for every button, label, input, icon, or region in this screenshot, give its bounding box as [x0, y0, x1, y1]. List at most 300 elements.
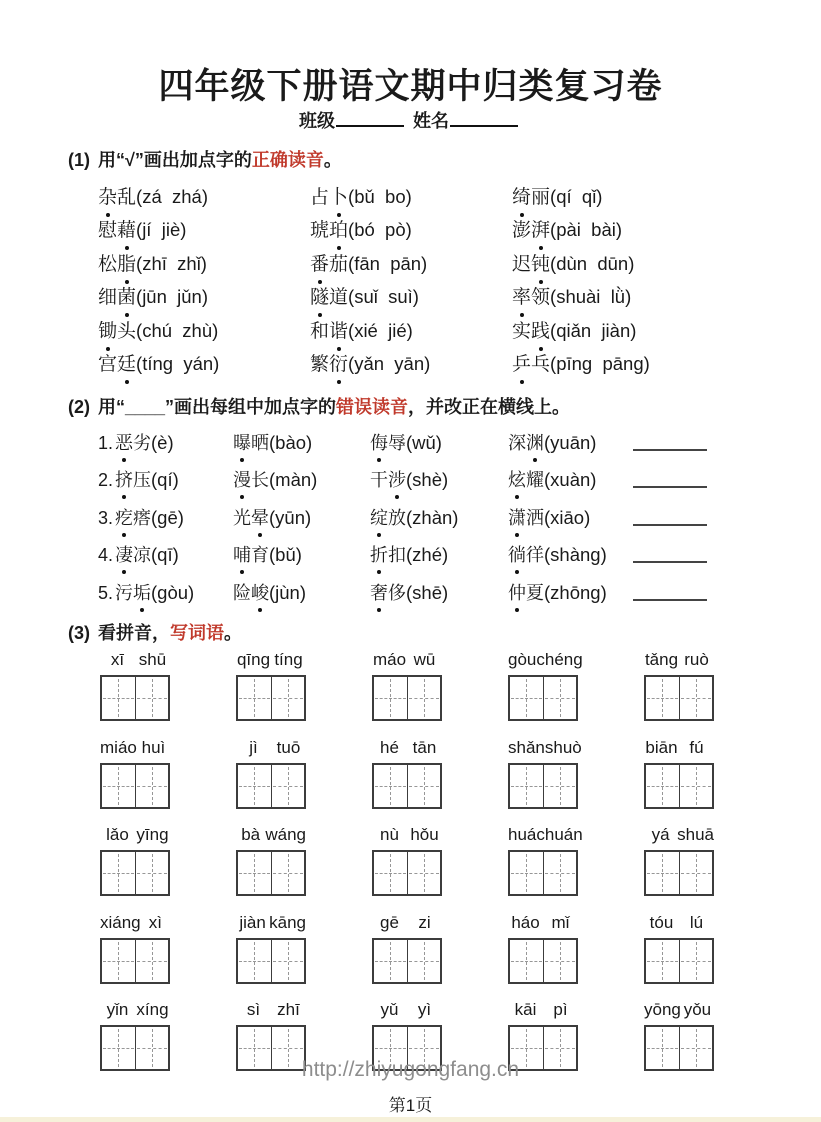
- pinyin-options: (dùn dūn): [550, 252, 635, 274]
- word-item: [310, 318, 512, 351]
- word-item: [98, 217, 310, 250]
- pinyin-label: [644, 824, 714, 848]
- pinyin-syllable: xì: [148, 913, 162, 932]
- pinyin-label: [644, 649, 714, 673]
- pinyin-syllable: hǒu: [410, 825, 439, 844]
- word-item: [233, 580, 306, 606]
- grid-cell: [510, 677, 543, 719]
- word-item: [98, 184, 310, 217]
- dotted-char: 峻: [251, 580, 269, 606]
- dotted-word: [310, 220, 348, 241]
- grid-cell: [510, 852, 543, 894]
- section2-number: (2): [68, 397, 90, 417]
- dotted-char: 徜: [508, 542, 526, 568]
- char: 晒: [251, 433, 269, 453]
- dotted-char: 杂: [98, 185, 117, 211]
- pinyin-syllable: yīng: [136, 825, 169, 844]
- pinyin-label: [508, 824, 583, 848]
- pinyin-label: [236, 737, 306, 761]
- pinyin-options: (xié jié): [348, 319, 413, 341]
- grid-cell: [646, 765, 679, 807]
- pinyin-grid-unit: [100, 649, 170, 721]
- pinyin-options: (zhé): [406, 544, 449, 566]
- dotted-char: 挤: [115, 467, 133, 493]
- pinyin-options: (shē): [406, 581, 449, 603]
- char: 辱: [388, 433, 406, 453]
- word-item: [508, 505, 590, 531]
- grid-cell: [135, 852, 169, 894]
- grid-cell: [102, 940, 135, 982]
- dotted-word: [370, 583, 406, 603]
- pinyin-label: [236, 824, 306, 848]
- grid-cell: [271, 940, 305, 982]
- dotted-char: 晕: [251, 505, 269, 531]
- word-item: [310, 351, 512, 384]
- pinyin-grid-unit: [644, 649, 714, 721]
- numbered-word-cell: [98, 467, 233, 504]
- pinyin-options: (jí jiè): [136, 219, 187, 241]
- section1-header-suffix: 。: [323, 150, 342, 170]
- pinyin-label: [644, 999, 714, 1023]
- grid-cell: [679, 765, 713, 807]
- char: 道: [329, 287, 349, 309]
- pinyin-syllable: qīng: [236, 650, 271, 669]
- pinyin-options: (è): [151, 432, 174, 453]
- pinyin-options: (tíng yán): [136, 352, 220, 374]
- dotted-char: 隧: [310, 285, 329, 311]
- pinyin-syllable: wū: [413, 650, 436, 669]
- dotted-word: [98, 187, 136, 208]
- pinyin-syllable: yǐn: [106, 1000, 129, 1019]
- name-blank-line: [450, 109, 518, 127]
- pinyin-syllable: pì: [553, 1000, 568, 1019]
- section1-number: (1): [68, 150, 90, 170]
- word-item: [98, 284, 310, 317]
- dotted-word: [508, 508, 544, 528]
- writing-grid: [508, 675, 578, 721]
- pinyin-syllable: miáo: [100, 738, 137, 757]
- word-item: [98, 251, 310, 284]
- pinyin-syllable: shuā: [677, 825, 714, 844]
- grid-cell: [102, 852, 135, 894]
- pinyin-grid-unit: [644, 737, 714, 809]
- char: 乓: [531, 353, 551, 375]
- dotted-char: 卜: [329, 185, 348, 211]
- pinyin-syllable: lǎo: [106, 825, 129, 844]
- dotted-char: 潇: [508, 505, 526, 531]
- grid-cell: [102, 765, 135, 807]
- pinyin-syllable: xíng: [136, 1000, 169, 1019]
- pinyin-syllable: mǐ: [551, 913, 570, 932]
- pinyin-syllable: huì: [141, 738, 166, 757]
- grid-cell: [407, 940, 441, 982]
- dotted-word: [115, 508, 151, 528]
- watermark-url: http://zhiyugongfang.cn: [301, 1058, 520, 1081]
- grid-cell: [238, 765, 271, 807]
- pinyin-syllable: yá: [651, 825, 670, 844]
- writing-grid: [644, 938, 714, 984]
- dotted-word: [115, 545, 151, 565]
- pinyin-syllable: wáng: [265, 825, 306, 844]
- word-cell: [233, 505, 370, 542]
- dotted-char: 藉: [117, 218, 136, 244]
- answer-blank-line: [633, 505, 707, 526]
- dotted-char: 奢: [370, 580, 388, 606]
- dotted-word: [98, 254, 136, 275]
- pinyin-options: (bó pò): [348, 219, 412, 241]
- dotted-char: 湃: [531, 218, 550, 244]
- grid-cell: [510, 765, 543, 807]
- dotted-char: 绽: [370, 505, 388, 531]
- pinyin-syllable: jì: [249, 738, 258, 757]
- word-cell: [508, 580, 633, 617]
- dotted-word: [512, 354, 550, 375]
- char: 丽: [531, 187, 551, 208]
- grid-cell: [679, 852, 713, 894]
- pinyin-label: [372, 912, 442, 936]
- word-item: [115, 542, 179, 568]
- pinyin-label: [236, 999, 306, 1023]
- dotted-word: [233, 508, 269, 528]
- pinyin-grid-unit: [100, 912, 170, 984]
- pinyin-grid-unit: [372, 912, 442, 984]
- word-cell: [370, 430, 508, 467]
- row-number: 1.: [98, 433, 114, 453]
- section3-header-prefix: 看拼音，: [98, 623, 170, 643]
- section1-word-list: [98, 184, 742, 384]
- grid-cell: [407, 852, 441, 894]
- pinyin-grid-unit: [236, 824, 306, 896]
- pinyin-grid-unit: [508, 824, 583, 896]
- pinyin-syllable: xī: [110, 650, 125, 669]
- dotted-word: [512, 321, 550, 342]
- pinyin-syllable: shuò: [544, 738, 582, 757]
- grid-cell: [374, 765, 407, 807]
- word-item: [370, 467, 448, 493]
- writing-grid: [644, 850, 714, 896]
- pinyin-syllable: huá: [508, 825, 537, 844]
- grid-cell: [543, 852, 577, 894]
- word-item: [115, 467, 179, 493]
- pinyin-syllable: fú: [689, 738, 704, 757]
- word-item: [115, 430, 174, 456]
- pinyin-grid-unit: [100, 824, 170, 896]
- char: 瘩: [133, 507, 152, 528]
- dotted-word: [512, 187, 550, 208]
- dotted-word: [98, 220, 136, 241]
- pinyin-options: (bǔ): [269, 544, 302, 566]
- pinyin-syllable: tǎng: [644, 650, 679, 669]
- pinyin-grid-unit: [508, 649, 583, 721]
- char: 污: [115, 582, 134, 603]
- pinyin-syllable: yǒu: [683, 1000, 712, 1019]
- row-number: 3.: [98, 507, 114, 528]
- dotted-word: [233, 433, 269, 453]
- row-number: 2.: [98, 470, 114, 491]
- writing-grid: [236, 850, 306, 896]
- dotted-char: 番: [310, 252, 329, 278]
- pinyin-syllable: yǔ: [380, 1000, 399, 1019]
- word-cell: [370, 542, 508, 579]
- char: 放: [388, 507, 406, 528]
- pinyin-syllable: chéng: [536, 650, 583, 669]
- word-item: [512, 351, 742, 384]
- dotted-word: [98, 287, 136, 308]
- pinyin-label: [372, 824, 442, 848]
- dotted-word: [512, 287, 550, 308]
- pinyin-label: [236, 912, 306, 936]
- grid-cell: [646, 940, 679, 982]
- writing-grid: [372, 675, 442, 721]
- word-item: [370, 505, 458, 531]
- word-cell: [370, 467, 508, 504]
- pinyin-syllable: máo: [372, 650, 407, 669]
- dotted-word: [508, 470, 544, 490]
- pinyin-syllable: háo: [511, 913, 540, 932]
- word-cell: [233, 467, 370, 504]
- grid-cell: [271, 852, 305, 894]
- word-item: [512, 217, 742, 250]
- dotted-word: [233, 583, 269, 603]
- dotted-word: [115, 583, 151, 603]
- dotted-char: 凄: [115, 542, 133, 568]
- pinyin-options: (zhōng): [544, 581, 607, 603]
- grid-cell: [646, 852, 679, 894]
- pinyin-syllable: zi: [418, 913, 431, 932]
- pinyin-grid-unit: [236, 912, 306, 984]
- pinyin-grid-unit: [508, 912, 578, 984]
- pinyin-options: (shè): [406, 469, 449, 491]
- char: 头: [117, 320, 137, 342]
- writing-grid: [644, 763, 714, 809]
- section1-header-prefix: 用“√”画出加点字的: [98, 150, 252, 170]
- pinyin-grid-unit: [236, 649, 306, 721]
- char: 宫: [98, 353, 118, 375]
- char: 扣: [388, 545, 406, 566]
- pinyin-syllable: xiáng: [100, 913, 141, 932]
- word-item: [508, 467, 596, 493]
- writing-grid: [236, 763, 306, 809]
- dotted-char: 仲: [508, 580, 526, 606]
- pinyin-options: (fān pān): [348, 252, 428, 274]
- answer-blank-line: [633, 542, 707, 563]
- pinyin-syllable: chuán: [536, 825, 583, 844]
- numbered-word-cell: [98, 430, 233, 467]
- numbered-word-cell: [98, 542, 233, 579]
- char: 实: [512, 320, 532, 342]
- pinyin-grid-unit: [100, 737, 170, 809]
- word-cell: [233, 430, 370, 467]
- row-number: 5.: [98, 582, 114, 603]
- answer-blank-line: [633, 580, 707, 601]
- char: 占: [310, 187, 330, 208]
- pinyin-syllable: biān: [645, 738, 678, 757]
- char: 压: [133, 470, 152, 491]
- dotted-char: 脂: [117, 252, 136, 278]
- pinyin-syllable: zhī: [277, 1000, 300, 1019]
- grid-cell: [271, 765, 305, 807]
- answer-blank-line: [633, 430, 707, 451]
- char: 松: [98, 253, 118, 275]
- grid-cell: [238, 940, 271, 982]
- grid-cell: [543, 940, 577, 982]
- word-cell: [370, 505, 508, 542]
- pinyin-options: (jùn): [269, 581, 307, 603]
- pinyin-syllable: jiàn: [239, 913, 266, 932]
- pinyin-syllable: nù: [380, 825, 399, 844]
- word-item: [508, 430, 596, 456]
- pinyin-options: (gē): [151, 506, 184, 528]
- pinyin-syllable: kāng: [269, 913, 306, 932]
- grid-cell: [271, 677, 305, 719]
- answer-cell: [633, 430, 713, 467]
- word-cell: [508, 467, 633, 504]
- writing-grid: [508, 763, 578, 809]
- pinyin-options: (zá zhá): [136, 186, 208, 207]
- pinyin-syllable: shū: [138, 650, 167, 669]
- pinyin-grid-row: [100, 824, 714, 896]
- answer-cell: [633, 505, 713, 542]
- pinyin-grid-unit: [372, 737, 442, 809]
- writing-grid: [644, 675, 714, 721]
- pinyin-grid-unit: [644, 824, 714, 896]
- dotted-char: 漫: [233, 467, 251, 493]
- pinyin-options: (yūn): [269, 506, 312, 528]
- pinyin-syllable: sì: [246, 1000, 261, 1019]
- dotted-word: [233, 470, 269, 490]
- section3-number: (3): [68, 623, 90, 643]
- section3-header-suffix: 。: [224, 623, 242, 643]
- pinyin-options: (bào): [269, 432, 313, 453]
- word-item: [233, 430, 312, 456]
- dotted-word: [508, 545, 544, 565]
- dotted-word: [310, 287, 348, 308]
- dotted-char: 疙: [115, 505, 133, 531]
- dotted-word: [98, 321, 136, 342]
- pinyin-syllable: yì: [417, 1000, 432, 1019]
- dotted-char: 绮: [512, 185, 531, 211]
- scan-edge-strip: [0, 1117, 821, 1122]
- word-item: [512, 318, 742, 351]
- writing-grid: [100, 763, 170, 809]
- word-item: [310, 184, 512, 217]
- word-item: [115, 505, 184, 531]
- pinyin-syllable: lú: [689, 913, 704, 932]
- pinyin-options: (qí): [151, 469, 179, 491]
- pinyin-syllable: tóu: [649, 913, 674, 932]
- pinyin-label: [644, 737, 714, 761]
- dotted-word: [508, 583, 544, 603]
- pinyin-label: [508, 737, 582, 761]
- section3-header-highlight: 写词语: [170, 623, 224, 643]
- pinyin-options: (pīng pāng): [550, 352, 650, 374]
- dotted-char: 涉: [388, 467, 406, 493]
- char: 茄: [329, 253, 349, 275]
- pinyin-options: (qī): [151, 544, 179, 566]
- word-cell: [508, 430, 633, 467]
- pinyin-options: (yǎn yān): [348, 352, 431, 374]
- char: 耀: [526, 470, 544, 491]
- pinyin-syllable: tíng: [274, 650, 303, 669]
- dotted-char: 炫: [508, 467, 526, 493]
- page-number: 第1页: [388, 1096, 433, 1115]
- pinyin-options: (xuàn): [544, 469, 597, 491]
- pinyin-label: [372, 999, 442, 1023]
- answer-cell: [633, 580, 713, 617]
- student-info-line: [0, 107, 821, 133]
- page-title: 四年级下册语文期中归类复习卷: [158, 67, 663, 107]
- pinyin-label: [100, 999, 170, 1023]
- writing-grid: [100, 850, 170, 896]
- pinyin-options: (gòu): [151, 581, 195, 603]
- pinyin-label: [236, 649, 306, 673]
- word-item: [508, 580, 607, 606]
- grid-cell: [135, 940, 169, 982]
- grid-cell: [135, 677, 169, 719]
- pinyin-grid-row: [100, 912, 714, 984]
- pinyin-grid-unit: [644, 912, 714, 984]
- pinyin-grid-unit: [372, 649, 442, 721]
- pinyin-options: (qí qǐ): [550, 186, 603, 207]
- class-label: 班级: [298, 111, 335, 131]
- dotted-char: 曝: [233, 430, 251, 456]
- char: 繁: [310, 353, 330, 375]
- answer-cell: [633, 467, 713, 504]
- pinyin-label: [372, 649, 442, 673]
- word-item: [310, 217, 512, 250]
- dotted-char: 谐: [329, 319, 348, 345]
- char: 和: [310, 320, 330, 342]
- answer-blank-line: [633, 467, 707, 488]
- char: 劣: [133, 433, 152, 453]
- grid-cell: [543, 765, 577, 807]
- writing-grid: [236, 938, 306, 984]
- dotted-char: 率: [512, 285, 531, 311]
- dotted-char: 珀: [329, 218, 348, 244]
- pinyin-syllable: tān: [412, 738, 437, 757]
- char: 慰: [98, 220, 118, 242]
- word-item: [508, 542, 607, 568]
- pinyin-syllable: tuō: [276, 738, 301, 757]
- dotted-char: 折: [370, 542, 388, 568]
- class-blank-line: [336, 109, 404, 127]
- pinyin-options: (pài bài): [550, 219, 623, 241]
- word-item: [233, 542, 302, 568]
- pinyin-options: (bǔ bo): [348, 186, 412, 207]
- dotted-word: [310, 354, 348, 375]
- word-cell: [370, 580, 508, 617]
- pinyin-syllable: gòu: [508, 650, 537, 669]
- char: 澎: [512, 220, 532, 242]
- word-item: [370, 430, 442, 456]
- dotted-char: 践: [531, 319, 550, 345]
- dotted-word: [370, 508, 406, 528]
- name-label: 姓名: [413, 111, 449, 131]
- char: 育: [251, 545, 269, 566]
- word-item: [98, 318, 310, 351]
- section2-row-list: [98, 430, 713, 617]
- dotted-char: 钝: [531, 252, 550, 278]
- grid-cell: [510, 940, 543, 982]
- char: 干: [370, 470, 388, 491]
- dotted-word: [370, 470, 406, 490]
- dotted-word: [115, 433, 151, 453]
- char: 迟: [512, 253, 532, 275]
- section1-header: [68, 146, 342, 172]
- dotted-char: 菌: [117, 285, 136, 311]
- grid-cell: [102, 677, 135, 719]
- writing-grid: [100, 938, 170, 984]
